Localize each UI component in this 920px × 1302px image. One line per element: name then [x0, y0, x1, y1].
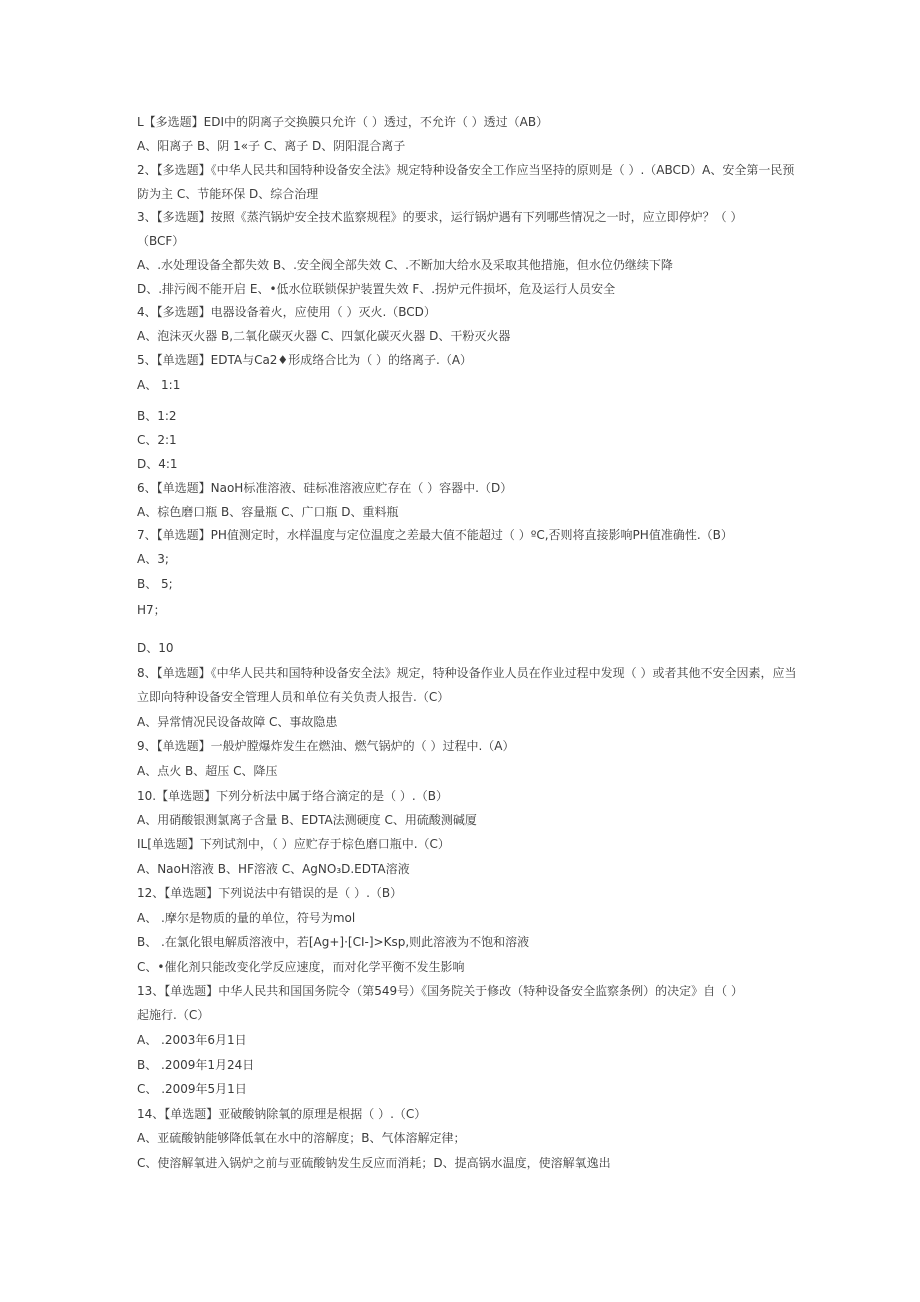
text-line: A、NaoH溶液 B、HF溶液 C、AgNO₃D.EDTA溶液: [137, 862, 410, 876]
text-line: 9、【单选题】一般炉膛爆炸发生在燃油、燃气锅炉的（ ）过程中.（A）: [137, 739, 515, 753]
text-line: 14、【单选题】亚破酸钠除氧的原理是根据（ ）.（C）: [137, 1107, 427, 1121]
text-line: A、.水处理设备全都失效 B、.安全阀全部失效 C、.不断加大给水及采取其他措施，但水位仍继续下降: [137, 258, 673, 272]
text-line: 6、【单选题】NaoH标准溶液、硅标准溶液应贮存在（ ）容器中.（D）: [137, 481, 513, 495]
text-line: 起施行.（C）: [137, 1008, 210, 1022]
text-line: A、亚硫酸钠能够降低氧在水中的溶解度；B、气体溶解定律；: [137, 1131, 466, 1145]
text-line: （BCF）: [137, 234, 185, 248]
text-line: H7；: [137, 603, 166, 617]
text-line: 3、【多选题】按照《蒸汽锅炉安全技术监察规程》的要求，运行锅炉遇有下列哪些情况之一时，应立即停炉？（ ）: [137, 210, 743, 224]
text-line: A、 .2003年6月1日: [137, 1033, 247, 1047]
text-line: D、10: [137, 641, 174, 655]
text-line: 7、【单选题】PH值测定时，水样温度与定位温度之差最大值不能超过（ ）ºC,否则将直接影响PH值准确性.（B）: [137, 528, 733, 542]
text-line: L【多选题】EDI中的阴离子交换膜只允许（ ）透过，不允许（ ）透过（AB）: [137, 115, 549, 129]
text-line: A、 1:1: [137, 378, 181, 392]
text-line: A、3;: [137, 552, 169, 566]
text-line: 立即向特种设备安全管理人员和单位有关负责人报告.（C）: [137, 690, 450, 704]
text-line: C、使溶解氧进入锅炉之前与亚硫酸钠发生反应而消耗；D、提高锅水温度，使溶解氧逸出: [137, 1156, 611, 1170]
text-line: 防为主 C、节能环保 D、综合治理: [137, 187, 319, 201]
text-line: C、•催化剂只能改变化学反应速度，而对化学平衡不发生影响: [137, 960, 465, 974]
text-line: D、4:1: [137, 457, 178, 471]
text-line: 2、【多选题】《中华人民共和国特种设备安全法》规定特种设备安全工作应当坚持的原则是（ ）.（ABCD）A、安全第一民预: [137, 163, 795, 177]
text-line: C、2:1: [137, 433, 177, 447]
text-line: A、 .摩尔是物质的量的单位，符号为mol: [137, 911, 356, 925]
text-line: B、 .2009年1月24日: [137, 1058, 255, 1072]
text-line: A、异常情况民设备故障 C、事故隐患: [137, 715, 338, 729]
text-line: 8、【单选题】《中华人民共和国特种设备安全法》规定，特种设备作业人员在作业过程中发现（ ）或者其他不安全因素，应当: [137, 666, 797, 680]
text-line: 5、【单选题】EDTA与Ca2♦形成络合比为（ ）的络离子.（A）: [137, 353, 473, 367]
text-line: A、点火 B、超压 C、降压: [137, 764, 278, 778]
text-line: A、泡沫灭火器 B,二氧化碳灭火器 C、四氯化碳灭火器 D、干粉灭火器: [137, 329, 511, 343]
text-line: A、阳离子 B、阴 1«子 C、离子 D、阴阳混合离子: [137, 139, 406, 153]
text-line: A、用硝酸银测氯离子含量 B、EDTA法测硬度 C、用硫酸测碱厦: [137, 813, 477, 827]
text-line: 10.【单选题】下列分析法中属于络合滴定的是（ ）.（B）: [137, 789, 448, 803]
text-line: B、 5;: [137, 577, 173, 591]
text-line: 4、【多选题】电器设备着火，应使用（ ）灭火.（BCD）: [137, 305, 436, 319]
text-line: B、 .在氯化银电解质溶液中，若[Ag+]·[CI-]>Ksp,则此溶液为不饱和溶液: [137, 935, 530, 949]
text-line: D、.排污阀不能开启 E、•低水位联锁保护装置失效 F、.拐炉元件损坏，危及运行人员安全: [137, 282, 616, 296]
text-line: B、1:2: [137, 409, 177, 423]
text-line: A、棕色磨口瓶 B、容量瓶 C、广口瓶 D、重料瓶: [137, 505, 399, 519]
text-line: C、 .2009年5月1日: [137, 1082, 247, 1096]
text-line: IL[单选题】下列试剂中，（ ）应贮存于棕色磨口瓶中.（C）: [137, 837, 450, 851]
text-line: 13、【单选题】中华人民共和国国务院令（第549号）《国务院关于修改（特种设备安全监察条例）的决定》自（ ）: [137, 984, 743, 998]
text-line: 12、【单选题】下列说法中有错误的是（ ）.（B）: [137, 886, 403, 900]
